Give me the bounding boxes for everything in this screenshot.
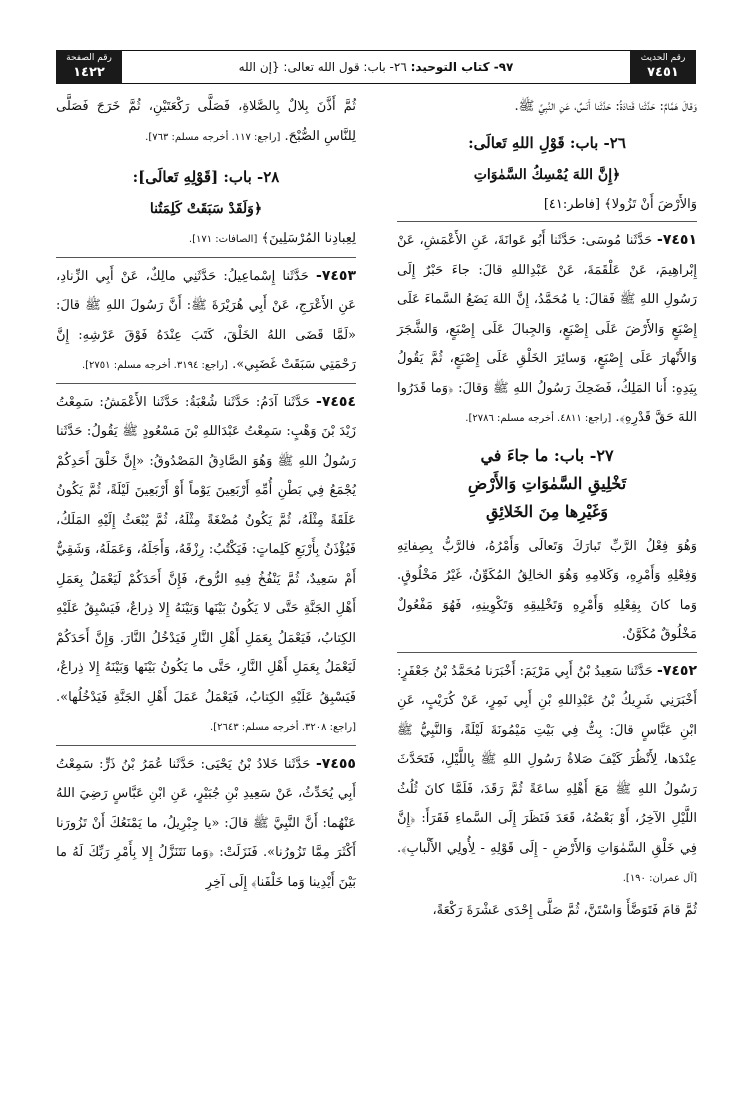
chapter-28-heading: ٢٨- باب: [قَوْلِهِ تَعالَى]: — [132, 168, 280, 186]
hadith-7455 — [56, 745, 356, 898]
chapter-28-verse: ﴿وَلَقَدْ سَبَقَتْ كَلِمَتُنا — [149, 201, 263, 217]
hadith-7453-text: حَدَّثَنا إِسْماعِيلُ: حَدَّثَنِي مالِكٌ، عَنْ أَبِي الزِّنادِ، عَنِ الأَعْرَجِ، عَنْ أَبِي هُرَيْرَةَ ﷺ: أَنَّ رَسُولَ اللهِ ﷺ قالَ: «لَمَّا قَضَى اللهُ الخَلْقَ، كَتَبَ عِنْدَهُ فَوْقَ عَرْشِهِ: إِنَّ رَحْمَتِي سَبَقَتْ غَضَبِي». — [56, 268, 356, 372]
hadith-7451 — [397, 221, 697, 434]
chapter-28-verse-line2: لِعِبادِنا المُرْسَلِينَ﴾ — [261, 231, 356, 246]
hadith-7455-number: ٧٤٥٥- — [315, 755, 356, 772]
chapter-26-verse-cont: وَالأَرْضَ أَنْ تَزُولا﴾ [فاطر:٤١] — [543, 196, 697, 212]
hadith-7453 — [56, 257, 356, 381]
chapter-title: ٢٦- باب: قول الله تعالى: {إن الله — [238, 60, 407, 74]
book-title: ٩٧- كتاب التوحيد: — [410, 60, 514, 74]
hadith-7451-number: ٧٤٥١- — [657, 232, 698, 248]
chapter-28-reference: [الصافات: ١٧١]. — [188, 234, 258, 245]
right-column — [397, 92, 697, 927]
chapter-26-verse: ﴿إِنَّ اللهَ يُمْسِكُ السَّمٰوَاتِ — [473, 166, 621, 183]
hadith-7455-text: حَدَّثَنا خَلادُ بْنُ يَحْيَى: حَدَّثَنا عُمَرُ بْنُ ذَرٍّ: سَمِعْتُ أَبِي يُحَدِّثُ، عَنْ سَعِيدِ بْنِ جُبَيْرٍ، عَنِ ابْنِ عَبَّاسٍ رَضِيَ اللهُ عَنْهُما: أَنَّ النَّبِيَّ ﷺ قالَ: «يا جِبْرِيلُ، ما يَمْنَعُكَ أَنْ تَزُورَنا أَكْثَرَ مِمَّا تَزُورُنا». فَنَزَلَتْ: ﴿وَما نَتَنَزَّلُ إِلا بِأَمْرِ رَبِّكَ لَهُ ما بَيْنَ أَيْدِينا وَما خَلْفَنا﴾ إِلَى آخِرِ — [56, 756, 356, 890]
continuation-text — [56, 92, 356, 152]
hadith-number-box — [630, 50, 696, 84]
hadith-7454 — [56, 383, 356, 743]
chapter-27-heading-line2: تَخْلِيقِ السَّمٰوَاتِ وَالأَرْضِ — [467, 473, 627, 493]
hadith-number: ٧٤٥١ — [647, 65, 679, 80]
page-number-label: رقم الصفحة — [66, 53, 112, 63]
hadith-7453-number: ٧٤٥٣- — [316, 267, 357, 284]
hadith-7453-reference: [راجع: ٣١٩٤. أخرجه مسلم: ٢٧٥١]. — [81, 360, 228, 371]
running-title — [123, 51, 629, 83]
page-header — [56, 50, 696, 84]
hadith-7454-reference: [راجع: ٣٢٠٨. أخرجه مسلم: ٢٦٤٣]. — [210, 722, 356, 733]
chapter-27-text: وَهُوَ فِعْلُ الرَّبِّ تَبارَكَ وَتَعالَى وَأَمْرُهُ، فالرَّبُّ بِصِفاتِهِ وَفِعْلِهِ وَأَمْرِهِ، وَكَلامِهِ وَهُوَ الخالِقُ المُكَوِّنُ، غَيْرُ مَخْلُوقٍ. وَما كانَ بِفِعْلِهِ وَأَمْرِهِ وَتَخْلِيقِهِ وَتَكْوِينِهِ، فَهُوَ مَفْعُولٌ مَخْلُوقٌ مُكَوَّنٌ. — [397, 538, 697, 642]
hadith-7452 — [397, 652, 697, 894]
page-number-box — [56, 50, 122, 84]
hadith-7452-number: ٧٤٥٢- — [657, 662, 697, 679]
hadith-7454-text: حَدَّثَنا آدَمُ: حَدَّثَنا شُعْبَةُ: حَدَّثَنا الأَعْمَشُ: سَمِعْتُ زَيْدَ بْنَ وَهْبٍ: سَمِعْتُ عَبْدَاللهِ بْنَ مَسْعُودٍ ﷺ يَقُولُ: حَدَّثَنا رَسُولُ اللهِ ﷺ وَهُوَ الصَّادِقُ المَصْدُوقُ: «إِنَّ خَلْقَ أَحَدِكُمْ يُجْمَعُ فِي بَطْنِ أُمِّهِ أَرْبَعِينَ يَوْماً أَوْ أَرْبَعِينَ لَيْلَةً، ثُمَّ يَكُونُ عَلَقَةً مِثْلَهُ، ثُمَّ يَكُونُ مُضْغَةً مِثْلَهُ، ثُمَّ يُبْعَثُ إِلَيْهِ المَلَكُ، فَيُؤْذَنُ بِأَرْبَعِ كَلِماتٍ: فَيَكْتُبُ: رِزْقَهُ، وَأَجَلَهُ، وَعَمَلَهُ، وَشَقِيٌّ أَمْ سَعِيدٌ، ثُمَّ يَنْفُخُ فِيهِ الرُّوحَ، فَإِنَّ أَحَدَكُمْ لَيَعْمَلُ بِعَمَلِ أَهْلِ الجَنَّةِ حَتَّى لا يَكُونُ بَيْنَها وَبَيْنَهُ إِلا ذِراعٌ، فَيَسْبِقُ عَلَيْهِ الكِتابُ، فَيَعْمَلُ بِعَمَلِ أَهْلِ النَّارِ فَيَدْخُلُ النَّارَ. وَإِنَّ أَحَدَكُمْ لَيَعْمَلُ بِعَمَلِ أَهْلِ النَّارِ، حَتَّى ما يَكُونُ بَيْنَها وَبَيْنَهُ إِلا ذِراعٌ، فَيَسْبِقُ عَلَيْهِ الكِتابُ، فَيَعْمَلُ عَمَلَ أَهْلِ الجَنَّةِ فَيَدْخُلُها». — [56, 394, 356, 705]
left-column — [56, 92, 356, 899]
page-number: ١٤٢٢ — [73, 65, 105, 80]
continuation-body: ثُمَّ أَذَّنَ بِلالٌ بِالصَّلاةِ، فَصَلَّى رَكْعَتَيْنِ، ثُمَّ خَرَجَ فَصَلَّى لِلنَّاسِ الصُّبْحَ. — [56, 99, 356, 144]
hadith-7454-number: ٧٤٥٤- — [316, 393, 356, 410]
chapter-27-heading-line3: وَغَيْرِها مِنَ الخَلائِقِ — [486, 501, 608, 521]
chapter-28-verse-cont — [56, 224, 356, 255]
hadith-7452-text: حَدَّثَنا سَعِيدُ بْنُ أَبِي مَرْيَمَ: أَخْبَرَنا مُحَمَّدُ بْنُ جَعْفَرٍ: أَخْبَرَنِي شَرِيكُ بْنُ عَبْدِاللهِ بْنِ أَبِي نَمِرٍ، عَنْ كُرَيْبٍ، عَنِ ابْنِ عَبَّاسٍ قالَ: بِتُّ فِي بَيْتِ مَيْمُونَةَ لَيْلَةً، وَالنَّبِيُّ ﷺ عِنْدَها، لِأَنْظُرَ كَيْفَ صَلاةُ رَسُولِ اللهِ ﷺ بِاللَّيْلِ، فَتَحَدَّثَ رَسُولُ اللهِ ﷺ مَعَ أَهْلِهِ ساعَةً ثُمَّ رَقَدَ، فَلَمَّا كانَ ثُلُثُ اللَّيْلِ الآخِرُ، أَوْ بَعْضُهُ، قَعَدَ فَنَظَرَ إِلَى السَّماءِ فَقَرَأَ: ﴿إِنَّ فِي خَلْقِ السَّمٰوَاتِ وَالأَرْضِ - إِلَى قَوْلِهِ - لِأُولِي الأَلْبابِ﴾. — [397, 663, 697, 856]
continuation-reference: [راجع: ١١٧. أخرجه مسلم: ٧٦٣]. — [145, 131, 281, 143]
intro-line: وَقالَ هَمَّامٌ: حَدَّثَنا قَتادَةُ: حَدَّثَنا أَنَسٌ، عَنِ النَّبِيِّ ﷺ. — [514, 99, 697, 114]
chapter-26-heading: ٢٦- باب: قَوْلِ اللهِ تَعالَى: — [468, 133, 626, 152]
chapter-27-heading: ٢٧- باب: ما جاءَ في — [480, 445, 614, 465]
hadith-7452-reference: [آل عمران: ١٩٠]. — [622, 873, 697, 884]
hadith-7451-reference: [راجع: ٤٨١١. أخرجه مسلم: ٢٧٨٦]. — [465, 413, 612, 424]
hadith-number-label: رقم الحديث — [640, 53, 686, 63]
hadith-7451-text: حَدَّثَنا مُوسَى: حَدَّثَنا أَبُو عَوانَةَ، عَنِ الأَعْمَشِ، عَنْ إِبْراهِيمَ، عَنْ عَلْقَمَةَ، عَنْ عَبْدِاللهِ قالَ: جاءَ حَبْرٌ إِلَى رَسُولِ اللهِ ﷺ فَقالَ: يا مُحَمَّدُ، إِنَّ اللهَ يَضَعُ السَّماءَ عَلَى إِصْبَعٍ وَالأَرْضَ عَلَى إِصْبَعٍ، وَالجِبالَ عَلَى إِصْبَعٍ، وَالشَّجَرَ وَالأَنْهارَ عَلَى إِصْبَعٍ، وَسائِرَ الخَلْقِ عَلَى إِصْبَعٍ، ثُمَّ يَقُولُ بِيَدِهِ: أَنا المَلِكُ، فَضَحِكَ رَسُولُ اللهِ ﷺ وَقالَ: ﴿وَما قَدَرُوا اللهَ حَقَّ قَدْرِهِ﴾. — [397, 233, 697, 425]
hadith-7452-continuation: ثُمَّ قامَ فَتَوَضَّأَ وَاسْتَنَّ، ثُمَّ صَلَّى إِحْدَى عَشْرَةَ رَكْعَةً، — [432, 902, 697, 918]
